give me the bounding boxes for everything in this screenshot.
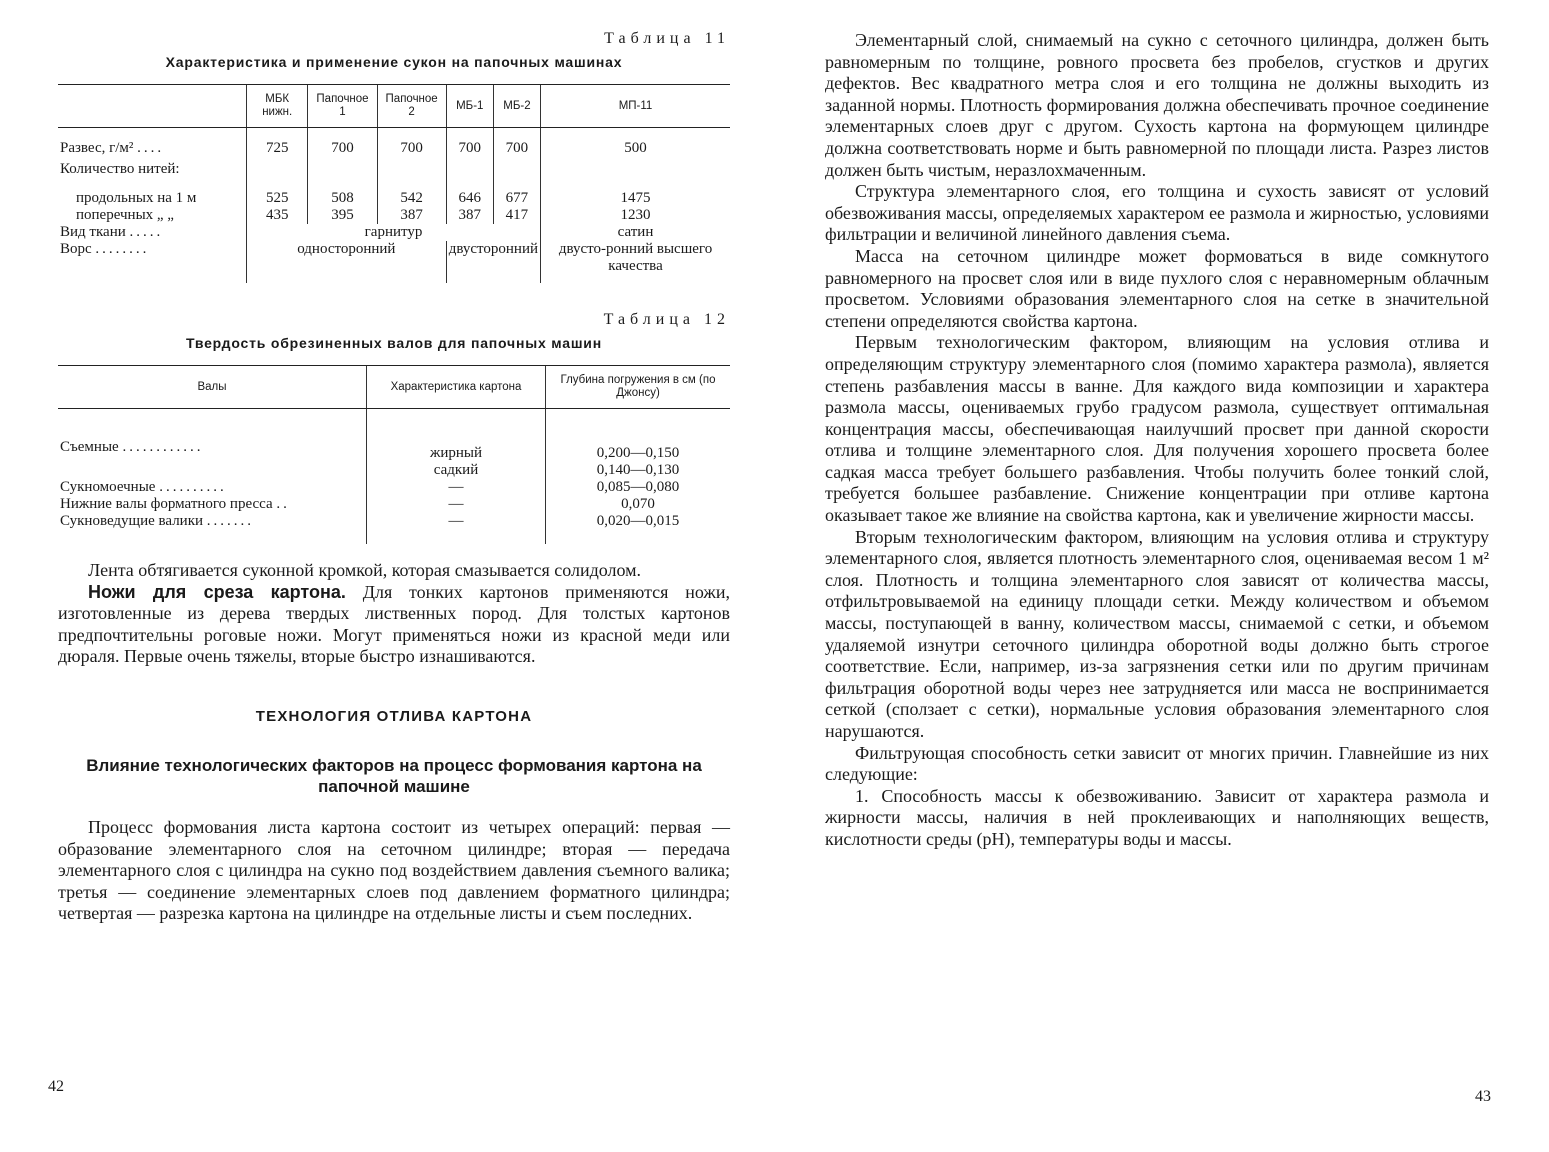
- table-12-header: Характеристика картона: [367, 366, 546, 409]
- row-label: Развес, г/м²: [60, 140, 134, 156]
- table-cell: 0,070: [546, 496, 731, 513]
- subsection-title: Влияние технологических факторов на процесс формования картона на папочной машине: [86, 755, 702, 796]
- table-cell-merged: двусторонний: [446, 241, 540, 275]
- table-cell: 387: [446, 207, 493, 224]
- page-number: 42: [48, 1078, 64, 1095]
- table-row: Съемные ............ жирный 0,200—0,150: [58, 409, 730, 463]
- table-cell: 1230: [541, 207, 730, 224]
- table-cell: 508: [308, 190, 377, 207]
- paragraph: Фильтрующая способность сетки зависит от многих причин. Главнейшие из них следующие:: [825, 742, 1489, 785]
- table-cell: 700: [377, 128, 446, 158]
- table-cell: —: [367, 496, 546, 513]
- table-cell: жирный: [367, 409, 546, 463]
- row-label: продольных на 1 м: [76, 190, 197, 206]
- row-label: Съемные: [60, 439, 119, 455]
- row-label: поперечных „ „: [76, 207, 174, 223]
- table-cell: 700: [308, 128, 377, 158]
- table-row: [58, 207, 730, 224]
- table-cell: 700: [446, 128, 493, 158]
- table-12-header: Глубина погружения в см (по Джонсу): [546, 366, 731, 409]
- page-number: 43: [1475, 1088, 1491, 1105]
- table-cell: —: [367, 479, 546, 496]
- table-11-header: МП-11: [541, 85, 730, 128]
- table-cell: 0,140—0,130: [546, 462, 731, 479]
- table-11-header: Папочное 2: [377, 85, 446, 128]
- paragraph-body: Для тонких картонов применяются ножи, изготовленные из дерева твердых лиственных пород. Для толстых картонов предпочтительны роговые ножи. Могут применяться ножи из красной меди или дюраля. Первые очень тяжелы, вторые быстро изнашиваются.: [58, 581, 730, 667]
- table-cell-merged: односторонний: [247, 241, 447, 275]
- row-label: Количество нитей:: [60, 161, 180, 177]
- row-label: Вид ткани: [60, 224, 126, 240]
- table-cell: сатин: [541, 224, 730, 241]
- paragraph: Вторым технологическим фактором, влияющим на условия отлива и структуру элементарного слоя, является плотность элементарного слоя, оцениваемая весом 1 м² слоя. Плотность и толщина элементарного слоя зависят от количества массы, отфильтровываемой на единицу площади сетки. Между количеством и объемом массы, поступающей в ванну, количеством массы, снимаемой с сетки, и объемом удаляемой изнутри сеточного цилиндра оборотной воды должно быть строгое соответствие. Если, например, из-за загрязнения сетки или по другим причинам фильтрация оборотной воды через нее затрудняется или масса не воспринимается сеткой (сползает с сетки), нормальные условия образования элементарного слоя нарушаются.: [825, 526, 1489, 741]
- right-page: [775, 0, 1549, 1152]
- table-row: Сукноведущие валики ....... — 0,020—0,015: [58, 513, 730, 530]
- row-label: Сукноведущие валики: [60, 513, 204, 529]
- table-row: Сукномоечные .......... — 0,085—0,080: [58, 479, 730, 496]
- table-11-header: МБ-1: [446, 85, 493, 128]
- row-label: Сукномоечные: [60, 479, 156, 495]
- table-row: [58, 462, 730, 479]
- table-row: Развес, г/м² .... 725 700 700 700 700 500: [58, 128, 730, 158]
- table-cell: 1475: [541, 190, 730, 207]
- table-row: Нижние валы форматного пресса .. — 0,070: [58, 496, 730, 513]
- row-label: Ворс: [60, 241, 92, 257]
- paragraph: Масса на сеточном цилиндре может формоваться в виде сомкнутого равномерного на просвет слоя или в виде пухлого слоя с неравномерным облачным просветом. Условиями образования элементарного слоя на сетке в значительной степени определяются свойства картона.: [825, 245, 1489, 331]
- table-cell: 646: [446, 190, 493, 207]
- table-11-header: МБ-2: [493, 85, 540, 128]
- row-label: [58, 462, 367, 479]
- table-cell: 542: [377, 190, 446, 207]
- table-cell: 700: [493, 128, 540, 158]
- table-11-header: МБК нижн.: [247, 85, 308, 128]
- table-cell: 725: [247, 128, 308, 158]
- table-row: Вид ткани ..... гарнитур сатин: [58, 224, 730, 241]
- table-row: [58, 157, 730, 178]
- paragraph: Структура элементарного слоя, его толщина и сухость зависят от условий обезвоживания массы, определяемых характером ее размола и жирностью, условиями фильтрации и величиной линейного давления съема.: [825, 181, 1489, 245]
- table-cell: садкий: [367, 462, 546, 479]
- table-11-title: Характеристика и применение сукон на папочных машинах: [165, 54, 623, 70]
- table-row: Ворс ........ односторонний двусторонний двусто-ронний высшего качества: [58, 241, 730, 275]
- paragraph: 1. Способность массы к обезвоживанию. Зависит от характера размола и жирности массы, наличия в ней проклеивающих и наполняющих веществ, кислотности среды (pH), температуры воды и массы.: [825, 785, 1489, 849]
- table-cell: 0,020—0,015: [546, 513, 731, 530]
- table-12-title: Твердость обрезиненных валов для папочных машин: [186, 335, 602, 351]
- table-cell: 0,200—0,150: [546, 409, 731, 463]
- table-cell: двусто-ронний высшего качества: [541, 241, 730, 275]
- table-11-header-empty: [58, 85, 247, 128]
- table-cell: 525: [247, 190, 308, 207]
- row-label: Нижние валы форматного пресса: [60, 496, 273, 512]
- paragraph: Первым технологическим фактором, влияющим на условия отлива и определяющим структуру элементарного слоя (помимо характера размола), является степень разбавления массы в ванне. Для каждого вида композиции и характера размола массы, оцениваемых грубо градусом размола, существует оптимальная концентрация массы, обеспечивающая наилучший просвет при данной скорости отлива и толщине элементарного слоя. Для получения хорошего просвета более садкая масса требует большего разбавления. Чтобы получить более тонкий слой, требуется большее разбавление. Снижение концентрации при отливе картона оказывает такое же влияние на свойства картона, как и увеличение жирности массы.: [825, 332, 1489, 526]
- table-11-number: Таблица 11: [604, 30, 730, 47]
- table-cell: 500: [541, 128, 730, 158]
- table-cell: —: [367, 513, 546, 530]
- table-cell: 677: [493, 190, 540, 207]
- table-cell: 417: [493, 207, 540, 224]
- table-cell: 435: [247, 207, 308, 224]
- table-cell: 0,085—0,080: [546, 479, 731, 496]
- section-title: ТЕХНОЛОГИЯ ОТЛИВА КАРТОНА: [255, 707, 533, 725]
- table-12: [58, 365, 730, 544]
- paragraph-heading: Ножи для среза картона.: [88, 581, 346, 602]
- table-11: [58, 84, 730, 283]
- paragraph: Лента обтягивается суконной кромкой, которая смазывается солидолом.: [88, 560, 642, 580]
- table-row: [58, 190, 730, 207]
- table-12-header: Валы: [58, 366, 367, 409]
- paragraph: Элементарный слой, снимаемый на сукно с сеточного цилиндра, должен быть равномерным по толщине, ровного просвета без пробелов, сгустков и других дефектов. Вес квадратного метра слоя и его толщина не должны выходить из заданной нормы. Плотность формирования должна обеспечивать прочное соединение элементарных слоев друг с другом. Сухость картона на формующем цилиндре должна соответствовать норме и быть равномерной по площади листа. Разрез листов должен быть чистым, неразлохмаченным.: [825, 30, 1489, 180]
- table-cell-merged: гарнитур: [247, 224, 541, 241]
- paragraph: Процесс формования листа картона состоит из четырех операций: первая — образование элементарного слоя на сеточном цилиндре; вторая — передача элементарного слоя с цилиндра на сукно под воздействием давления съемного валика; третья — соединение элементарных слоев под давлением форматного цилиндра; четвертая — разрезка картона на цилиндре на отдельные листы и съем последних.: [58, 816, 730, 924]
- table-11-header: Папочное 1: [308, 85, 377, 128]
- table-12-number: Таблица 12: [603, 311, 730, 328]
- table-cell: 387: [377, 207, 446, 224]
- paragraph: [58, 582, 730, 668]
- table-cell: 395: [308, 207, 377, 224]
